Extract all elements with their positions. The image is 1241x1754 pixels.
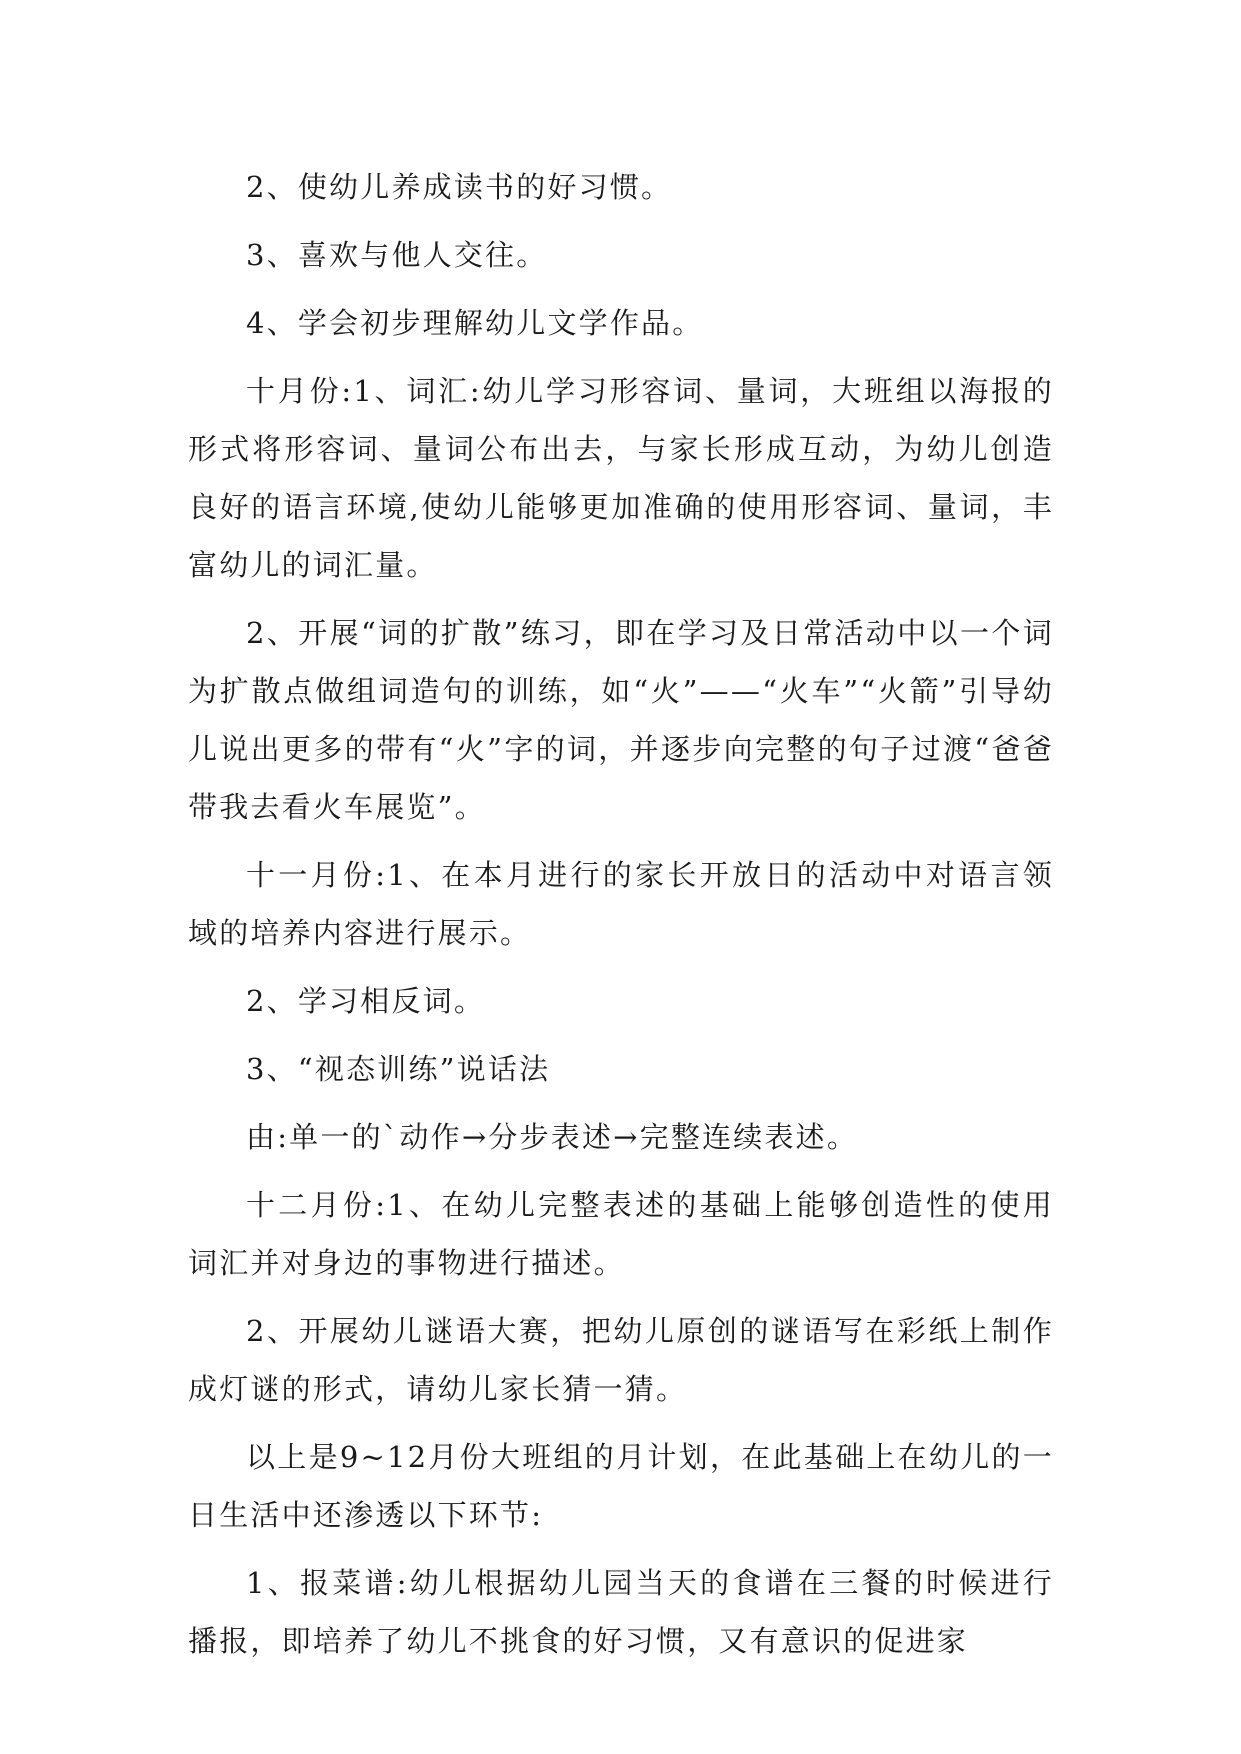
paragraph: 以上是9~12月份大班组的月计划，在此基础上在幼儿的一日生活中还渗透以下环节: (188, 1440, 1054, 1532)
paragraph: 2、开展幼儿谜语大赛，把幼儿原创的谜语写在彩纸上制作成灯谜的形式，请幼儿家长猜一猜。 (188, 1314, 1054, 1406)
paragraph: 3、“视态训练”说话法 (246, 1052, 551, 1086)
paragraph: 2、使幼儿养成读书的好习惯。 (246, 170, 673, 204)
paragraph: 由:单一的`动作→分步表述→完整连续表述。 (246, 1120, 859, 1154)
paragraph: 2、学习相反词。 (246, 984, 486, 1018)
paragraph: 1、报菜谱:幼儿根据幼儿园当天的食谱在三餐的时候进行播报，即培养了幼儿不挑食的好习惯，又有意识的促进家 (188, 1566, 1054, 1658)
paragraph: 4、学会初步理解幼儿文学作品。 (246, 306, 704, 340)
document-body (188, 158, 1054, 1670)
paragraph: 3、喜欢与他人交往。 (246, 238, 548, 272)
paragraph: 十二月份:1、在幼儿完整表述的基础上能够创造性的使用词汇并对身边的事物进行描述。 (188, 1188, 1054, 1280)
paragraph: 十一月份:1、在本月进行的家长开放日的活动中对语言领域的培养内容进行展示。 (188, 858, 1054, 950)
paragraph: 十月份:1、词汇:幼儿学习形容词、量词，大班组以海报的形式将形容词、量词公布出去，与家长形成互动，为幼儿创造良好的语言环境,使幼儿能够更加准确的使用形容词、量词，丰富幼儿的词汇量。 (188, 374, 1054, 582)
paragraph: 2、开展“词的扩散”练习，即在学习及日常活动中以一个词为扩散点做组词造句的训练，如“火”——“火车”“火箭”引导幼儿说出更多的带有“火”字的词，并逐步向完整的句子过渡“爸爸带我去看火车展览”。 (188, 616, 1054, 824)
